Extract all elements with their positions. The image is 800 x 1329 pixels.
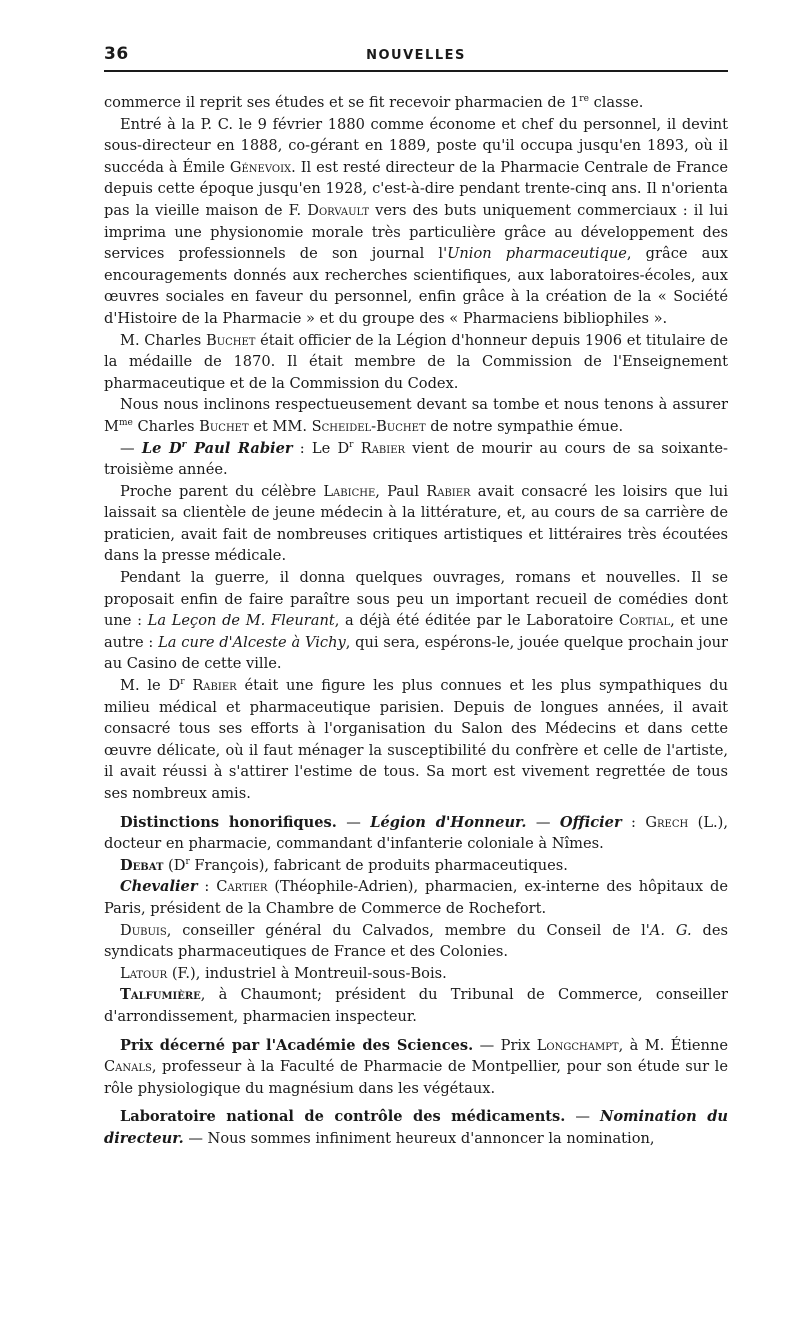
section-academie-prize: Prix décerné par l'Académie des Sciences. — Prix Longchampt, à M. Étienne Canals, professeur à la Faculté de Pharmacie de Montpellier, pour son étude sur le rôle physiologique du magnésium dans les végétaux. (104, 1036, 728, 1097)
paragraph-rabier-literature: Proche parent du célèbre Labiche, Paul Rabier avait consacré les loisirs que lui laissait sa clientèle de jeune médecin à la littérature, et, au cours de sa carrière de praticien, avait fait de nombreuses critiques artistiques et littéraires très écoutées dans la presse médicale. (104, 482, 729, 565)
section-distinctions: Distinctions honorifiques. — Légion d'Honneur. — Officier : Grech (L.), docteur en pharmacie, commandant d'infanterie coloniale à Nîmes. (104, 813, 728, 853)
header-rule (104, 70, 728, 72)
article-body (104, 92, 728, 1150)
document-page (104, 0, 729, 1147)
paragraph-rabier-works: Pendant la guerre, il donna quelques ouvrages, romans et nouvelles. Il se proposait enfin de faire paraître sous peu un important recueil de comédies dont une : La Leçon de M. Fleurant, a déjà été éditée par le Laboratoire Cortial, et une autre : La cure d'Alceste à Vichy, qui sera, espérons-le, jouée quelque prochain jour au Casino de cette ville. (104, 569, 728, 673)
paragraph-continued: commerce il reprit ses études et se fit recevoir pharmacien de 1re classe. (104, 94, 644, 111)
page-number: 36 (104, 44, 129, 64)
section-laboratoire: Laboratoire national de contrôle des médicaments. — Nomination du directeur. — Nous sommes infiniment heureux d'annoncer la nomination, (104, 1108, 729, 1147)
section-heading: Laboratoire national de contrôle des médicaments. (120, 1108, 566, 1126)
paragraph-rabier-obituary: — Le $D^r$ Paul Rabier : Le $D^r$ Rabier vient de mourir au cours de sa soixante-troisième année. (104, 439, 728, 479)
paragraph-chevalier: Chevalier : Cartier (Théophile-Adrien), pharmacien, ex-interne des hôpitaux de Paris, président de la Chambre de Commerce de Rochefort. (104, 878, 728, 917)
paragraph-condolences: Nous nous inclinons respectueusement devant sa tombe et nous tenons à assurer $M^{me}$ Charles Buchet et MM. Scheidel-Buchet de notre sympathie émue. (104, 396, 728, 435)
paragraph-buchet-honours: M. Charles Buchet était officier de la Légion d'honneur depuis 1906 et titulaire de la médaille de 1870. Il était membre de la Commission de l'Enseignement pharmaceutique et de la Commission du Codex. (104, 331, 728, 392)
page-header (104, 0, 728, 72)
paragraph-buchet-career: Entré à la P. C. le 9 février 1880 comme économe et chef du personnel, il devint sous-directeur en 1888, co-gérant en 1889, poste qu'il occupa jusqu'en 1893, où il succéda à Émile Génevoix. Il est resté directeur de la Pharmacie Centrale de France depuis cette époque jusqu'en 1928, c'est-à-dire pendant trente-cinq ans. Il n'orienta pas la vieille maison de F. Dorvault vers des buts uniquement commerciaux : il lui imprima une physionomie morale très particulière grâce au développement des services professionnels de son journal l'Union pharmaceutique, grâce aux encouragements donnés aux recherches scientifiques, aux laboratoires-écoles, aux œuvres sociales en faveur du personnel, enfin grâce à la création de la « Société d'Histoire de la Pharmacie » et du groupe des « Pharmaciens bibliophiles ». (104, 115, 728, 327)
section-heading: Prix décerné par l'Académie des Sciences. (120, 1036, 474, 1054)
paragraph-talfumiere: Talfumière, à Chaumont; président du Tribunal de Commerce, conseiller d'arrondissement, pharmacien inspecteur. (104, 986, 728, 1025)
paragraph-dubuis: Dubuis, conseiller général du Calvados, membre du Conseil de l'A. G. des syndicats pharmaceutiques de France et des Colonies. (104, 921, 729, 961)
section-heading: Distinctions honorifiques. (120, 813, 337, 831)
paragraph-latour: Latour (F.), industriel à Montreuil-sous-Bois. (120, 964, 447, 982)
running-head: NOUVELLES (366, 48, 466, 63)
paragraph-rabier-tribute: M. le $D^r$ Rabier était une figure les plus connues et les plus sympathiques du milieu médical et pharmaceutique parisien. Depuis de longues années, il avait consacré tous ses efforts à l'organisation du Salon des Médecins et dans cette œuvre délicate, où il faut ménager la susceptibilité du confrère et celle de l'artiste, il avait réussi à s'attirer l'estime de tous. Sa mort est vivement regrettée de tous ses nombreux amis. (104, 677, 729, 802)
paragraph-debat: Debat ($D^r$ François), fabricant de produits pharmaceutiques. (120, 856, 568, 874)
